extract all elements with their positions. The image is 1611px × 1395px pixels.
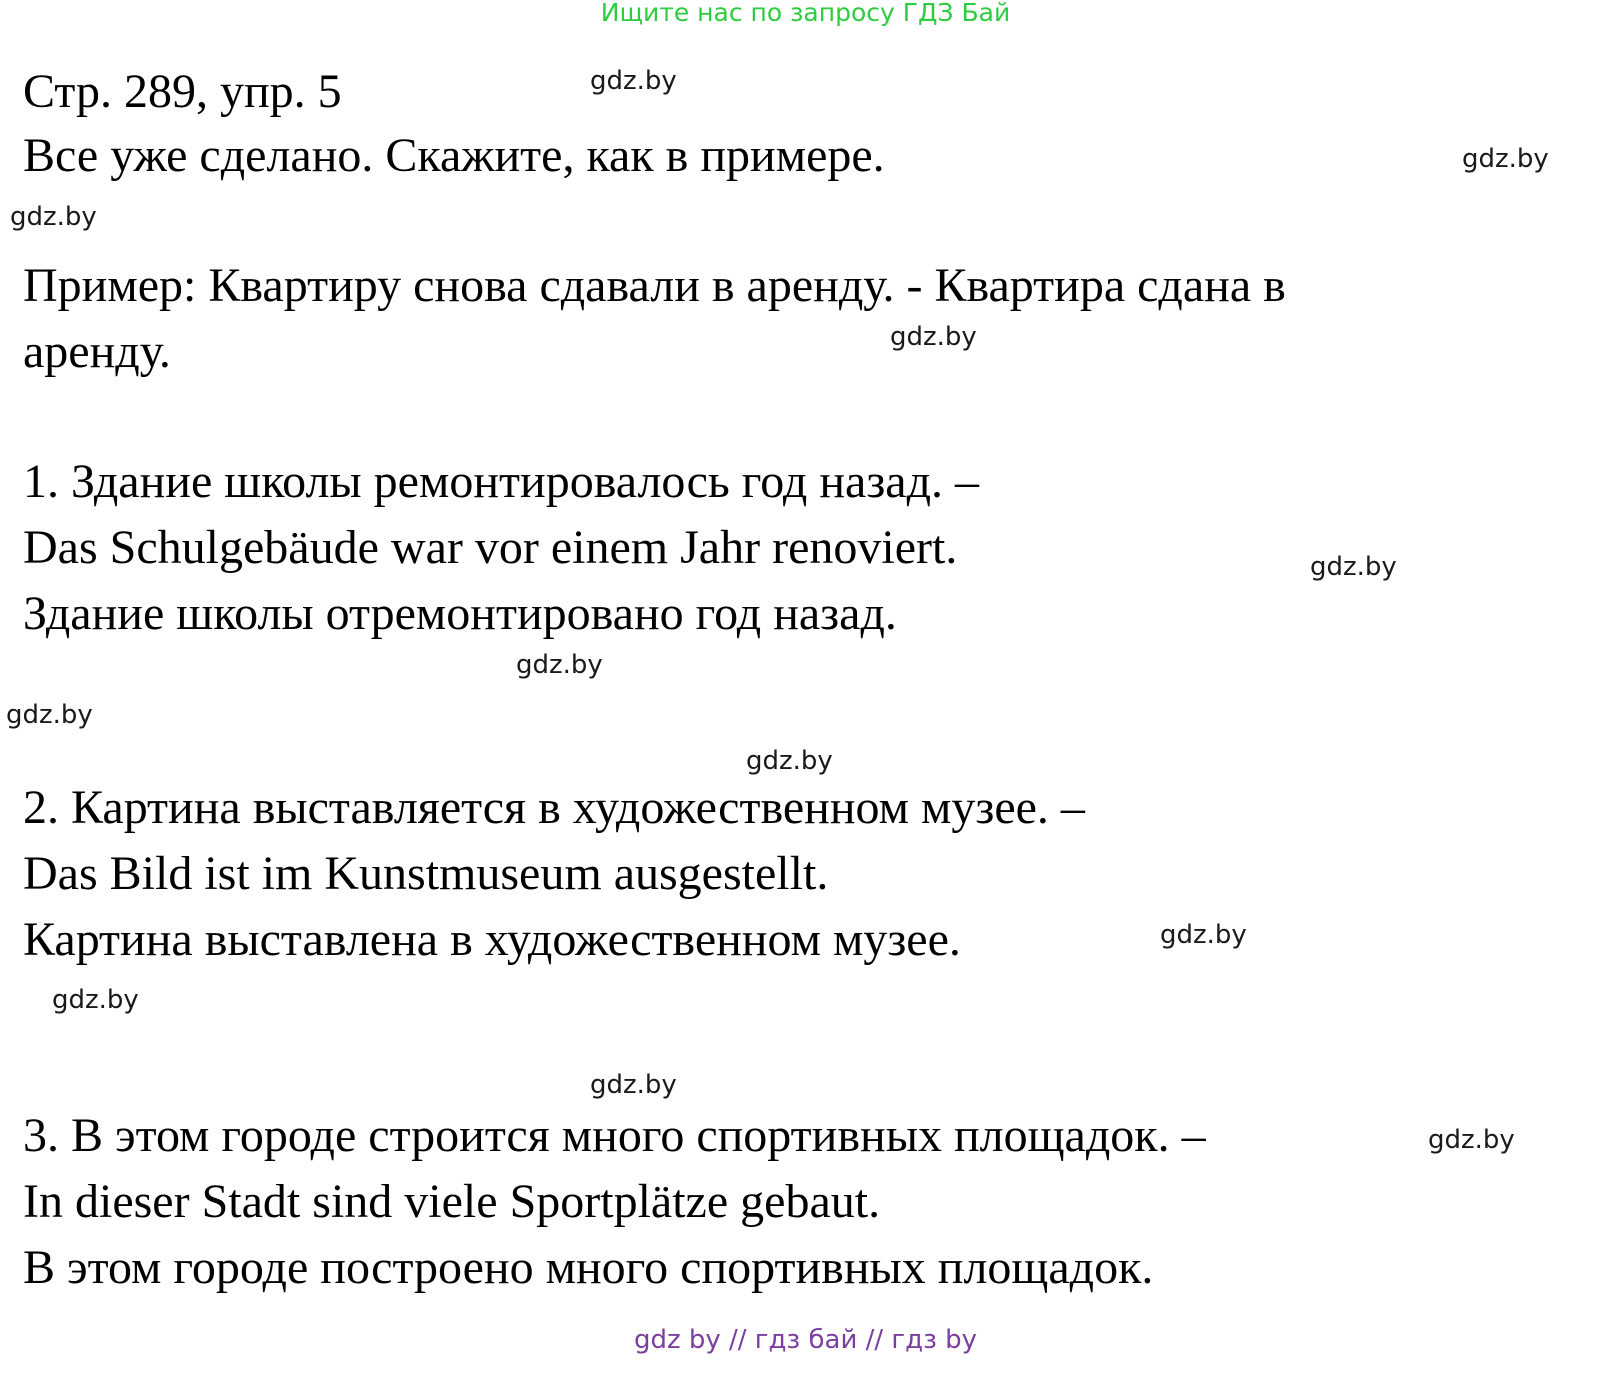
top-banner: Ищите нас по запросу ГДЗ Бай — [600, 0, 1011, 27]
watermark: gdz.by — [890, 322, 977, 352]
item-3-question: 3. В этом городе строится много спортивных площадок. – — [23, 1109, 1206, 1162]
watermark: gdz.by — [1310, 552, 1397, 582]
watermark: gdz.by — [590, 1070, 677, 1100]
item-3-answer: В этом городе построено много спортивных площадок. — [23, 1241, 1154, 1294]
item-1-answer: Здание школы отремонтировано год назад. — [23, 587, 897, 640]
watermark: gdz.by — [746, 746, 833, 776]
item-1-german: Das Schulgebäude war vor einem Jahr renoviert. — [23, 521, 958, 574]
watermark: gdz.by — [52, 985, 139, 1015]
item-2-answer: Картина выставлена в художественном музее. — [23, 913, 961, 966]
watermark: gdz.by — [1428, 1125, 1515, 1155]
item-3-german: In dieser Stadt sind viele Sportplätze gebaut. — [23, 1175, 881, 1228]
watermark: gdz.by — [6, 700, 93, 730]
item-2-question: 2. Картина выставляется в художественном музее. – — [23, 781, 1085, 834]
watermark: gdz.by — [590, 66, 677, 96]
exercise-instruction: Все уже сделано. Скажите, как в примере. — [23, 129, 885, 182]
item-1-question: 1. Здание школы ремонтировалось год назад. – — [23, 455, 980, 508]
watermark: gdz.by — [1462, 144, 1549, 174]
watermark: gdz.by — [516, 650, 603, 680]
watermark: gdz.by — [10, 202, 97, 232]
example-line-2: аренду. — [23, 325, 171, 378]
exercise-heading: Стр. 289, упр. 5 — [23, 65, 342, 118]
item-2-german: Das Bild ist im Kunstmuseum ausgestellt. — [23, 847, 829, 900]
watermark: gdz.by — [1160, 920, 1247, 950]
footer-links: gdz by // гдз бай // гдз by — [633, 1325, 978, 1355]
example-line-1: Пример: Квартиру снова сдавали в аренду. - Квартира сдана в — [23, 259, 1286, 312]
